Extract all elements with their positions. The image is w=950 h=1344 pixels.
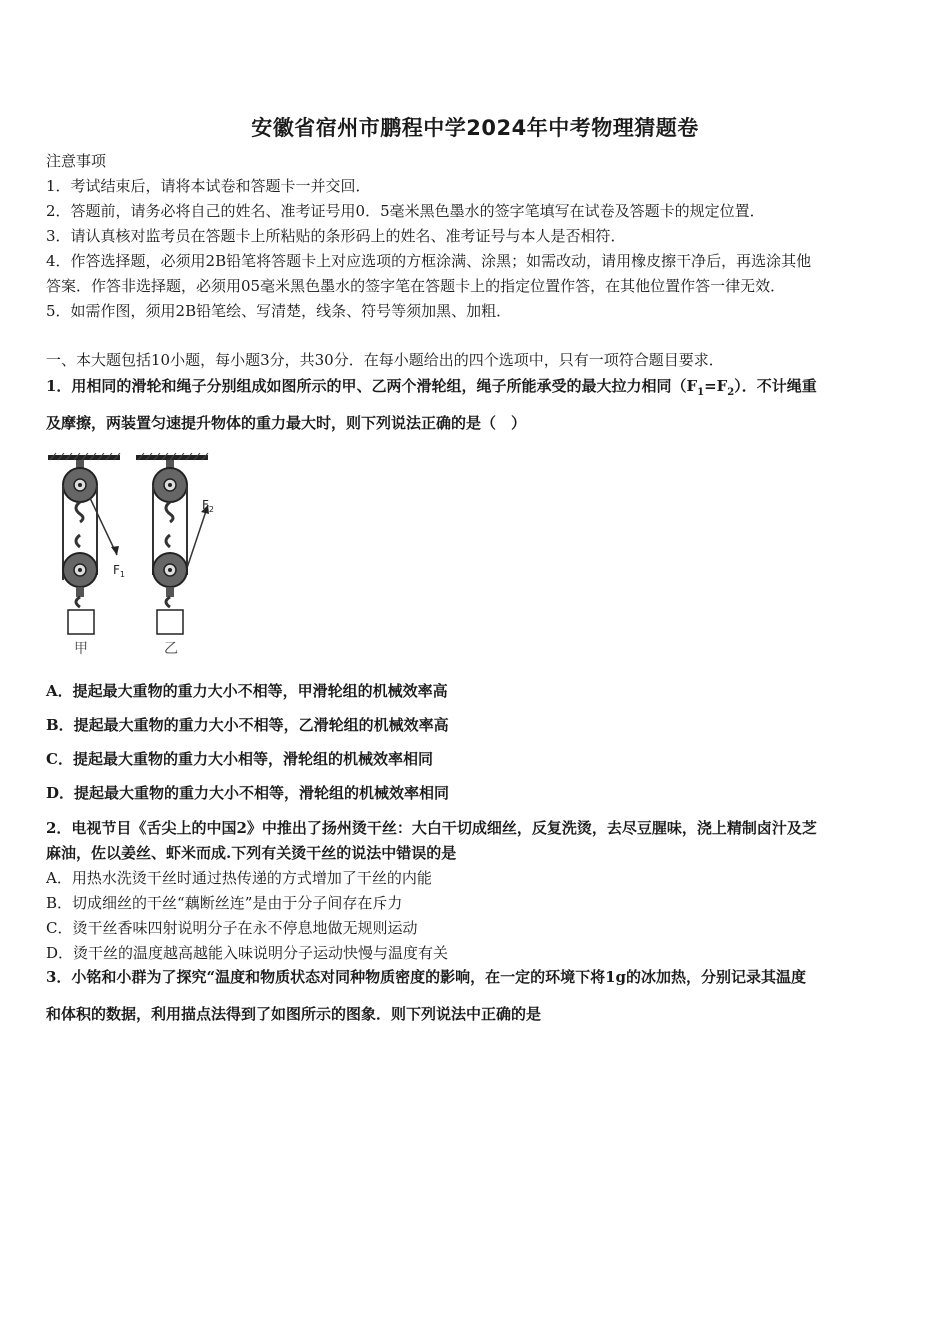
pulley-system-yi: [136, 453, 214, 657]
notice-item-3: 3．请认真核对监考员在答题卡上所粘贴的条形码上的姓名、准考证号与本人是否相符．: [46, 227, 626, 245]
notice-item-1: 1．考试结束后，请将本试卷和答题卡一并交回．: [46, 177, 371, 195]
f1-subscript: 1: [119, 570, 125, 579]
f2-subscript: 2: [208, 505, 214, 514]
label-jia: 甲: [74, 641, 88, 657]
q1-option-d: D．提起最大重物的重力大小不相等，滑轮组的机械效率相同: [46, 784, 450, 802]
pulley-system-jia: [48, 453, 125, 657]
section-heading: 一、本大题包括10小题，每小题3分，共30分．在每小题给出的四个选项中，只有一项符合题目要求．: [46, 351, 724, 369]
notice-item-2: 2．答题前，请务必将自己的姓名、准考证号用0．5毫米黑色墨水的签字笔填写在试卷及答题卡的规定位置．: [46, 202, 765, 220]
q1-option-a: A．提起最大重物的重力大小不相等，甲滑轮组的机械效率高: [46, 682, 448, 700]
svg-text:F1: [113, 563, 125, 579]
f1-label: F: [113, 563, 120, 577]
weight-yi: [157, 610, 183, 634]
q2-option-d: D．烫干丝的温度越高越能入味说明分子运动快慢与温度有关: [46, 944, 449, 962]
notice-item-5: 5．如需作图，须用2B铅笔绘、写清楚，线条、符号等须加黑、加粗．: [46, 302, 512, 320]
weight-jia: [68, 610, 94, 634]
q3-stem-line2: 和体积的数据，利用描点法得到了如图所示的图象．则下列说法中正确的是: [46, 1005, 542, 1023]
notice-item-4-cont: 答案．作答非选择题，必须用05毫米黑色墨水的签字笔在答题卡上的指定位置作答，在其他位置作答一律无效．: [46, 277, 786, 295]
q2-option-a: A．用热水洗烫干丝时通过热传递的方式增加了干丝的内能: [46, 869, 432, 887]
q1-stem-line1: 1．用相同的滑轮和绳子分别组成如图所示的甲、乙两个滑轮组，绳子所能承受的最大拉力相同$(F_1=F_2)$．不计绳重: [46, 377, 817, 398]
q2-option-c: C．烫干丝香味四射说明分子在永不停息地做无规则运动: [46, 919, 418, 937]
pulley-diagram: [40, 450, 230, 660]
q2-stem-line2: 麻油，佐以姜丝、虾米而成.下列有关烫干丝的说法中错误的是: [46, 844, 457, 862]
label-yi: 乙: [164, 641, 178, 657]
svg-text:F2: [202, 498, 214, 514]
q2-stem-line1: 2．电视节目《舌尖上的中国2》中推出了扬州烫干丝：大白干切成细丝，反复洗烫，去尽豆腥味，浇上精制卤汁及芝: [46, 819, 817, 837]
q1-stem-line2: 及摩擦，两装置匀速提升物体的重力最大时，则下列说法正确的是（ ）: [46, 414, 527, 432]
q1-option-c: C．提起最大重物的重力大小相等，滑轮组的机械效率相同: [46, 750, 433, 768]
page-title: 安徽省宿州市鹏程中学2024年中考物理猜题卷: [251, 116, 699, 140]
notice-heading: 注意事项: [46, 152, 107, 170]
q1-option-b: B．提起最大重物的重力大小不相等，乙滑轮组的机械效率高: [46, 716, 449, 734]
f2-label: F: [202, 498, 209, 512]
notice-item-4: 4．作答选择题，必须用2B铅笔将答题卡上对应选项的方框涂满、涂黑；如需改动，请用橡皮擦干净后，再选涂其他: [46, 252, 812, 270]
q2-option-b: B．切成细丝的干丝“藕断丝连”是由于分子间存在斥力: [46, 894, 403, 912]
q3-stem-line1: 3．小铭和小群为了探究“温度和物质状态对同种物质密度的影响，在一定的环境下将1g的冰加热，分别记录其温度: [46, 968, 806, 986]
